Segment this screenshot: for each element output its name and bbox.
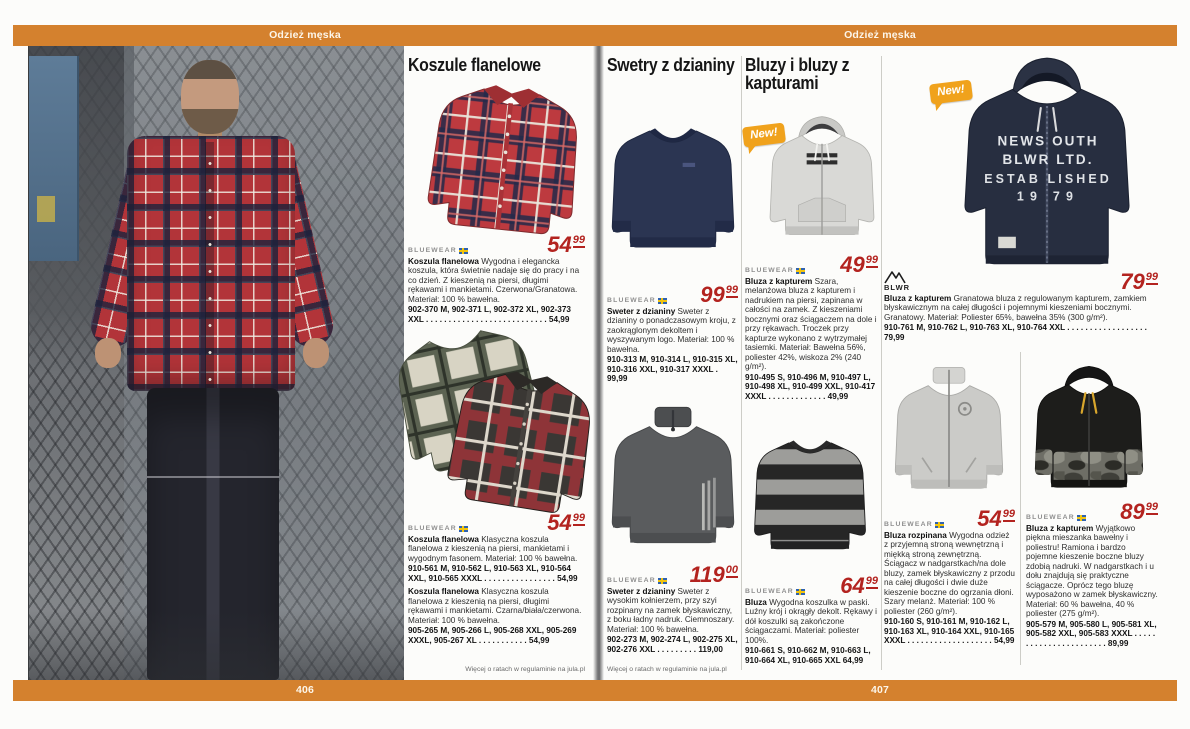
brand-price-row [408,510,585,535]
hoodie-print-line-2: BLWR LTD. [1002,152,1094,168]
bluewear-logo-text: BLUEWEAR [745,266,794,274]
bottom-page-bar [13,680,1177,701]
brand-price-row [607,282,738,307]
model-pants-stitch [147,476,279,478]
price: $54^{99}$ [977,506,1015,531]
price: $54^{99}$ [547,510,585,535]
blwr-logo-text: BLWR [884,283,911,292]
price: $119^{00}$ [689,562,738,587]
product-description: Bluza z kapturem Wyjątkowo piękna mieszanka bawełny i poliestru! Ramiona i bardzo pojemne kieszenie boczne bluzy zdobią nadruki. W nadgarstkach i u dołu znajdują się praktyczne ściągacze. Oprócz tego bluzę wyposażono w zamek błyskawiczny. Materiał: 60 % bawełna, 40 % poliester (275 g/m²). [1026,523,1158,619]
model-left-hand [95,338,121,368]
product-description: Koszula flanelowa Wygodna i elegancka koszula, która świetnie nadaje się do pracy i na co dzień. Z kieszenią na piersi, długimi rękawami i mankietami. Czerwona/Granatowa. Materiał: 100 % bawełna. [408,256,580,304]
model-hair [181,60,239,79]
model-beard [181,109,239,134]
product-description: Bluza Wygodna koszulka w paski. Luźny krój i okrągły dekolt. Rękawy i dół koszulki są zakończone ściągaczami. Materiał: poliester 100%. [745,597,877,645]
product-description: Bluza rozpinana Wygodna odzież z przyjemną stroną wewnętrzną i miękką stroną zewnętrzną. Ściągacz w nadgarstkach/na dole bluzy, zamek błyskawiczny z przodu na całej długości i dwie duże kieszenie boczne do ogrzania dłoni. Szary melanż. Materiał: 100 % poliester (260 g/m²). [884,530,1015,616]
blwr-mountain-icon [884,270,910,284]
brand-price-row [607,562,738,587]
brand-price-row [408,232,585,257]
column-divider-2 [881,56,882,670]
product-striped-shirt [745,573,878,665]
product-description: Koszula flanelowa Klasyczna koszula flanelowa z kieszenią na piersi, długimi rękawami i mankietami. Czarna/biała/czerwona. Materiał: 100 % bawełna. [408,587,582,625]
photo-floor-shadow [29,610,404,680]
brand-price-row [884,506,1015,531]
product-codes: 910-313 M, 910-314 L, 910-315 XL, 910-316 XXL, 910-317 XXXL . 99,99 [607,355,738,384]
price: $99^{99}$ [700,282,738,307]
hoodie-print-line-4: 19 79 [1016,189,1080,204]
bluewear-logo [607,577,667,585]
price: $54^{99}$ [547,232,585,257]
model-shirt-buttons [208,150,212,386]
product-codes: 910-160 S, 910-161 M, 910-162 L, 910-163 XL, 910-164 XXL, 910-165 XXXL . . . . . . . . . . . . . . . . . . . 54,99 [884,617,1015,646]
product-flannel-1 [408,232,585,324]
brand-price-row [1026,499,1158,524]
new-badge: New! [929,80,973,105]
brand-price-row [884,270,1158,292]
bluewear-logo-text: BLUEWEAR [1026,513,1075,521]
product-image-flannel-shirt-pair [398,324,598,516]
product-description: Bluza z kapturem Granatowa bluza z regulowanym kapturem, zamkiem błyskawicznym na całej długości i pojemnymi kieszeniami bocznymi. Granatowy. Materiał: Poliester 65%, bawełna 35% (300 g/m²). [884,293,1147,322]
product-sweater-1 [607,282,738,384]
swedish-flag-icon [1077,515,1086,521]
section-header-right: Odzież męska [844,29,916,41]
product-codes: 910-761 M, 910-762 L, 910-763 XL, 910-764 XXL . . . . . . . . . . . . . . . . . . 79,99 [884,323,1147,342]
bluewear-logo [745,267,805,275]
bluewear-logo-text: BLUEWEAR [408,246,457,254]
swedish-flag-icon [935,522,944,528]
top-section-bar [13,25,1177,46]
product-codes: 905-265 M, 905-266 L, 905-268 XXL, 905-269 XXXL, 905-267 XL . . . . . . . . . . . 54,99 [408,626,577,645]
product-navy-hoodie [884,270,1158,342]
blwr-logo [884,270,910,292]
brand-price-row [745,573,878,598]
price: $79^{99}$ [1120,268,1158,294]
product-description: Bluza z kapturem Szara, melanżowa bluza z kapturem i nadrukiem na piersi, zapinana w całości na zamek. Z kieszeniami bocznymi oraz ściągaczem na dole i przy rękawach. Troczek przy kapturze wykonano z wytrzymałej tasiemki. Materiał: Bawełna 56%, poliester 42%, wiskoza 2% (240 g/m²). [745,276,877,372]
swedish-flag-icon [796,268,805,274]
page-number-right: 407 [870,684,890,696]
model-right-hand [303,338,329,368]
product-codes: 910-661 S, 910-662 M, 910-663 L, 910-664 XL, 910-665 XXL 64,99 [745,646,871,665]
installment-note-left: Więcej o ratach w regulaminie na jula.pl [465,666,585,673]
hoodie-print-line-3: ESTAB LISHED [984,171,1112,186]
bluewear-logo [884,521,944,529]
model-photo [28,46,404,680]
hoodie-print-line-1: NEWS OUTH [997,133,1099,149]
bluewear-logo-text: BLUEWEAR [884,520,933,528]
brand-price-row [745,252,878,277]
section-header-left: Odzież męska [269,29,341,41]
swedish-flag-icon [459,526,468,532]
product-image-gray-zip-sweatshirt [888,350,1010,508]
new-badge: New! [742,123,786,148]
product-description: Sweter z dzianiny Sweter z wysokim kołnierzem, przy szyi rozpinany na zamek błyskawiczny, z boku ładny nadruk. Ciemnoszary. Materiał: 100 % bawełna. [607,586,735,634]
product-image-navy-sweater [604,92,742,282]
bluewear-logo-text: BLUEWEAR [607,576,656,584]
product-codes: 902-273 M, 902-274 L, 902-275 XL, 902-276 XXL . . . . . . . . . 119,00 [607,635,738,654]
product-image-striped-shirt [747,413,873,575]
product-image-red-flannel-shirt [412,72,597,245]
section-title-hoodies: Bluzy i bluzy z kapturami [745,55,850,93]
bluewear-logo-text: BLUEWEAR [408,524,457,532]
bluewear-logo-text: BLUEWEAR [745,587,794,595]
price: $49^{99}$ [840,252,878,277]
product-zip-sweatshirt [884,506,1015,646]
model-head [181,60,239,134]
price: $89^{99}$ [1120,499,1158,524]
bluewear-logo [607,297,667,305]
swedish-flag-icon [658,578,667,584]
product-camo-hoodie [1026,499,1158,648]
bluewear-logo [745,588,805,596]
installment-note-right: Więcej o ratach w regulaminie na jula.pl [607,666,727,673]
swedish-flag-icon [459,248,468,254]
price: $64^{99}$ [840,573,878,598]
sign-detail [37,196,55,222]
blue-sign [29,56,79,261]
section-title-sweaters: Swetry z dzianiny [607,55,735,75]
product-flannel-2 [408,510,585,645]
page-number-left: 406 [295,684,315,696]
product-hoodie-1 [745,252,878,401]
product-sweater-2 [607,562,738,654]
product-codes: 910-561 M, 910-562 L, 910-563 XL, 910-564 XXL, 910-565 XXXL . . . . . . . . . . . . . . . . 54,99 [408,564,578,583]
swedish-flag-icon [658,298,667,304]
product-description: Koszula flanelowa Klasyczna koszula flanelowa z kieszenią na piersi, mankietami i wygodnym fasonem. Materiał: 100 % bawełna. [408,534,578,563]
product-image-gray-hoodie [763,94,881,262]
bluewear-logo [1026,514,1086,522]
section-title-flannel: Koszule flanelowe [408,55,541,75]
product-codes: 910-495 S, 910-496 M, 910-497 L, 910-498 XL, 910-499 XXL, 910-417 XXXL . . . . . . . . . . . . . 49,99 [745,372,876,401]
product-codes: 902-370 M, 902-371 L, 902-372 XL, 902-373 XXL . . . . . . . . . . . . . . . . . . . . . . . . . . . 54,99 [408,305,571,324]
product-codes: 905-579 M, 905-580 L, 905-581 XL, 905-582 XXL, 905-583 XXXL . . . . . . . . . . . . . . . . . . . . . . . 89,99 [1026,619,1157,648]
product-image-camo-hoodie [1028,352,1150,504]
column-divider-3 [1020,352,1021,665]
bluewear-logo [408,525,468,533]
product-image-gray-collar-sweater [604,386,742,564]
product-description: Sweter z dzianiny Sweter z dzianiny o ponadczasowym kroju, z zaokrąglonym dekoltem i wyszywanym logo. Materiał: 100 % bawełna. [607,306,736,354]
bluewear-logo-text: BLUEWEAR [607,296,656,304]
bluewear-logo [408,247,468,255]
swedish-flag-icon [796,589,805,595]
